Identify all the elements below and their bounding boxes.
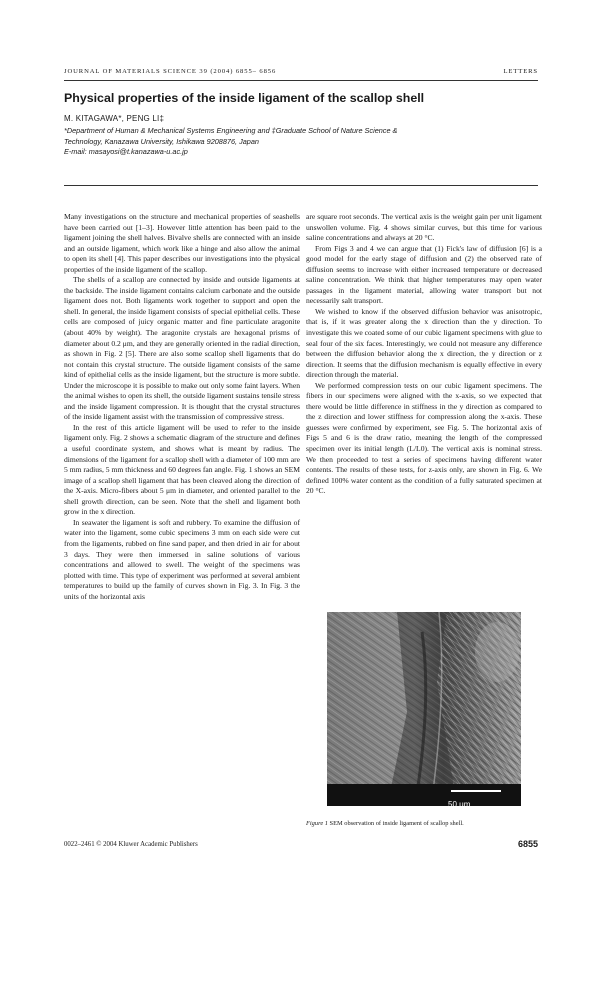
figure-caption (306, 820, 542, 827)
journal-name: JOURNAL OF MATERIALS SCIENCE 39 (2004) 6855– 6856 (64, 68, 277, 75)
body-column-left (64, 212, 300, 602)
sem-image (327, 612, 521, 806)
paragraph: The shells of a scallop are connected by inside and outside ligaments at the backside. The inside ligament contains calcium carbonate and the outside ligament does not. Both ligaments work together to support and open the shell. In general, the inside ligament consists of special epithelial cells. These cells are composed of juicy organic matter and fine particulate aragonite (about 40% by weight). The aragonite crystals are hexagonal prisms of diameter about 0.2 μm, and they are generally oriented in the radial direction, as shown in Fig. 2 [5]. There are also some scallop shell ligaments that do not contain this crystal structure. The outside ligament consists of the same kind of epithelial cells as the inside ligament, but the structure is more subtle. Under the microscope it is possible to make out only some faint layers. When the animal wishes to open its shell, the outside ligament sustains tensile stress and the inside ligament compression. It is thought that the crystal structures of the inside ligament assist with the transmission of compressive stress. (64, 275, 301, 422)
title-rule (64, 185, 538, 186)
paragraph: From Figs 3 and 4 we can argue that (1) Fick's law of diffusion [6] is a good model for the early stage of diffusion and (2) the observed rate of diffusion seems to increase with either increased temperature or decreased saline concentration. We think that higher temperatures may open water passages in the ligament material, allowing water transport but not necessarily salt transport. (306, 243, 542, 306)
paragraph: We performed compression tests on our cubic ligament specimens. The fibers in our specimens were aligned with the x-axis, so we expected that there would be little difference in stiffness in the y direction as compared to the z direction and lower stiffness for compression along the x-axis. These guesses were confirmed by experiment, see Fig. 5. The horizontal axis of Figs 5 and 6 is the draw ratio, meaning the length of the compressed specimen over its initial length (L/L0). The vertical axis is nominal stress. We then proceeded to test a series of specimens having different water contents. The results of these tests, for z-axis only, are shown in Fig. 6. We defined 100% water content as the condition of a fully saturated specimen at 20 °C. (306, 380, 542, 496)
affiliation (64, 126, 538, 158)
scale-label: 50 μm (448, 800, 471, 809)
article-title: Physical properties of the inside ligament of the scallop shell (64, 91, 425, 105)
paragraph: are square root seconds. The vertical axis is the weight gain per unit ligament unswollen volume. Fig. 4 shows similar curves, but this time for various saline concentrations and always at 20 °C. (306, 212, 542, 243)
copyright: 0022–2461 © 2004 Kluwer Academic Publishers (64, 841, 198, 848)
caption-text: SEM observation of inside ligament of scallop shell. (327, 820, 464, 827)
paragraph: Many investigations on the structure and mechanical properties of seashells have been carried out [1–3]. However little attention has been paid to the ligament joining the shell halves. Bivalve shells are connected with an inside and an outside ligament, which work like a hinge and also allow the animal to open its shell [4]. This paper describes our investigations into the physical properties of the inside ligament of the scallop. (64, 212, 300, 274)
sem-figure (327, 612, 521, 806)
affiliation-line: *Department of Human & Mechanical Systems Engineering and ‡Graduate School of Nature Science & (64, 126, 398, 135)
body-column-right (306, 212, 542, 497)
paragraph: In seawater the ligament is soft and rubbery. To examine the diffusion of water into the ligament, some cubic specimens 3 mm on each side were cut from the ligaments, rubbed on fine sand paper, and then dried in air for about 3 days. They were then immersed in saline solutions of various concentrations and allowed to swell. The weight of the specimens was plotted with time. This type of experiment was performed at several ambient temperatures to build up the family of curves shown in Fig. 3. In Fig. 3 the units of the horizontal axis (64, 517, 300, 601)
authors: M. KITAGAWA*, PENG LI‡ (64, 114, 165, 123)
page-footer (64, 841, 538, 855)
scale-bar-label (448, 794, 470, 812)
paragraph: We wished to know if the observed diffusion behavior was anisotropic, that is, if it was greater along the x direction than the y direction. To investigate this we coated some of our cubic ligament specimens with glue to seal four of the six faces. Interestingly, we could not measure any difference between the diffusion behavior along the x direction, the y direction or z direction. It seems that the diffusion mechanism is equally effective in every direction through the material. (306, 306, 542, 380)
email-line: E-mail: masayosi@t.kanazawa-u.ac.jp (64, 147, 188, 157)
running-header (64, 68, 538, 80)
header-rule (64, 80, 538, 81)
section-label: LETTERS (503, 68, 538, 75)
scale-bar-line (451, 790, 501, 792)
affiliation-line: Technology, Kanazawa University, Ishikawa 9208876, Japan (64, 136, 259, 146)
figure-label: Figure 1 (306, 820, 328, 827)
paragraph: In the rest of this article ligament will be used to refer to the inside ligament only. Fig. 2 shows a schematic diagram of the structure and defines a useful coordinate system, and shows what is meant by radius. The dimensions of the ligament for a scallop shell with a diameter of 100 mm are 5 mm radius, 5 mm thickness and 60 degrees fan angle. Fig. 1 shows an SEM image of a scallop shell ligament that has been cleaved along the direction of the X-axis. Micro-fibers about 5 μm in diameter, and oriented parallel to the shell growth direction, can be seen. Note that the shell and ligament both grow in the x direction. (64, 422, 300, 517)
page-number: 6855 (517, 839, 538, 849)
